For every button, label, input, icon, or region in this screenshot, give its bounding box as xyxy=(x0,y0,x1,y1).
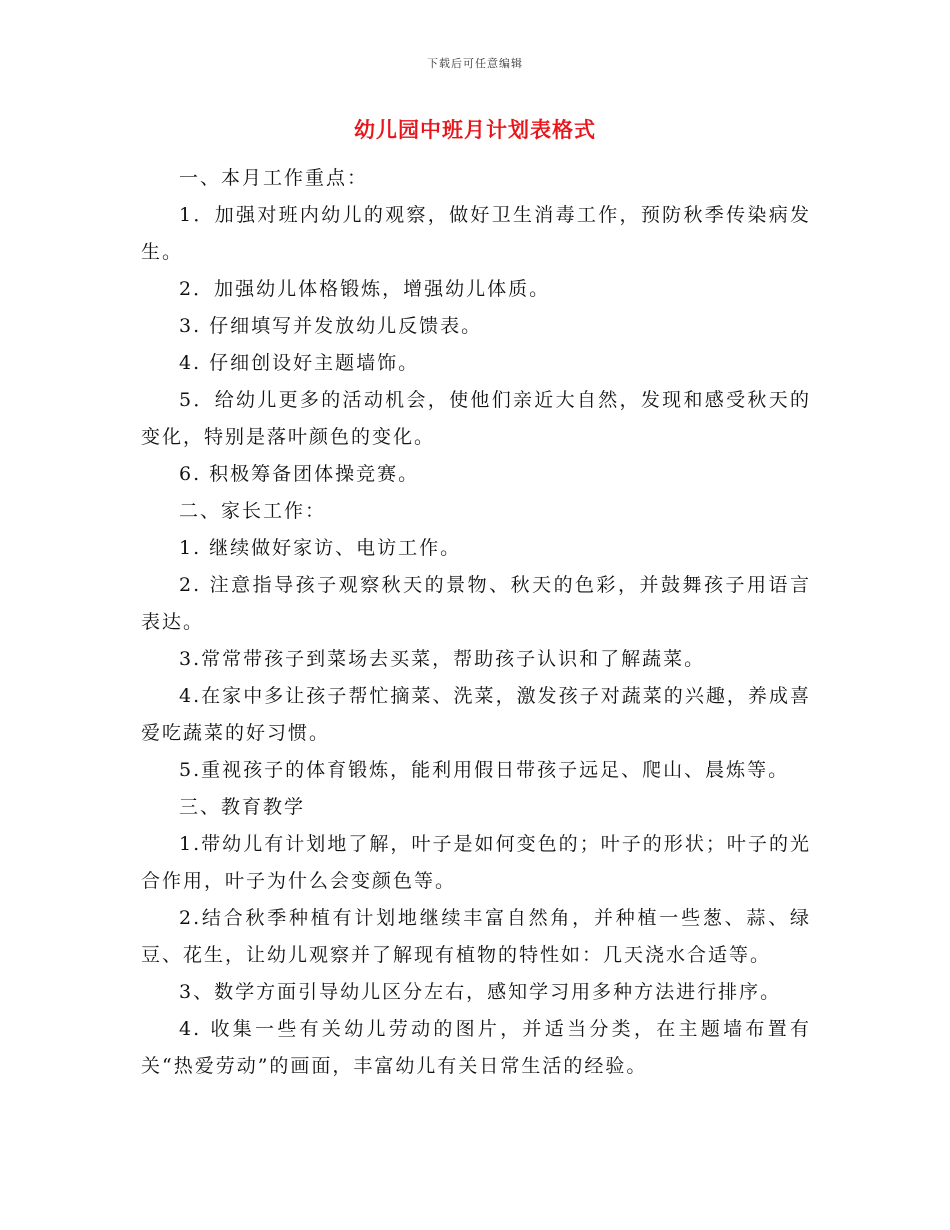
paragraph: 4.在家中多让孩子帮忙摘菜、洗菜，激发孩子对蔬菜的兴趣，养成喜爱吃蔬菜的好习惯。 xyxy=(141,685,811,744)
paragraph: 4. 收集一些有关幼儿劳动的图片，并适当分类，在主题墙布置有关“热爱劳动”的画面，丰富幼儿有关日常生活的经验。 xyxy=(141,1018,811,1077)
paragraph: 3、数学方面引导幼儿区分左右，感知学习用多种方法进行排序。 xyxy=(179,981,782,1003)
section-heading: 一、本月工作重点： xyxy=(179,167,369,189)
paragraph: 2．加强幼儿体格锻炼，增强幼儿体质。 xyxy=(179,278,551,300)
paragraph: 6. 积极筹备团体操竞赛。 xyxy=(179,463,420,485)
section-heading: 三、教育教学 xyxy=(179,796,306,818)
document-title: 幼儿园中班月计划表格式 xyxy=(354,118,596,142)
paragraph: 1. 继续做好家访、电访工作。 xyxy=(179,537,462,559)
paragraph: 2.结合秋季种植有计划地继续丰富自然角，并种植一些葱、蒜、绿豆、花生，让幼儿观察并了解现有植物的特性如：几天浇水合适等。 xyxy=(141,907,811,966)
paragraph: 4. 仔细创设好主题墙饰。 xyxy=(179,352,420,374)
document-body xyxy=(141,160,811,1085)
paragraph: 3.常常带孩子到菜场去买菜，帮助孩子认识和了解蔬菜。 xyxy=(179,648,706,670)
paragraph: 5.重视孩子的体育锻炼，能利用假日带孩子远足、爬山、晨炼等。 xyxy=(179,759,790,781)
paragraph: 5．给幼儿更多的活动机会，使他们亲近大自然，发现和感受秋天的变化，特别是落叶颜色的变化。 xyxy=(141,389,811,448)
paragraph: 1．加强对班内幼儿的观察，做好卫生消毒工作，预防秋季传染病发生。 xyxy=(141,204,811,263)
paragraph: 1.带幼儿有计划地了解，叶子是如何变色的；叶子的形状；叶子的光合作用，叶子为什么会变颜色等。 xyxy=(141,833,811,892)
paragraph: 3. 仔细填写并发放幼儿反馈表。 xyxy=(179,315,483,337)
header-note: 下载后可任意编辑 xyxy=(427,57,523,70)
section-heading: 二、家长工作： xyxy=(179,500,327,522)
paragraph: 2. 注意指导孩子观察秋天的景物、秋天的色彩，并鼓舞孩子用语言表达。 xyxy=(141,574,811,633)
